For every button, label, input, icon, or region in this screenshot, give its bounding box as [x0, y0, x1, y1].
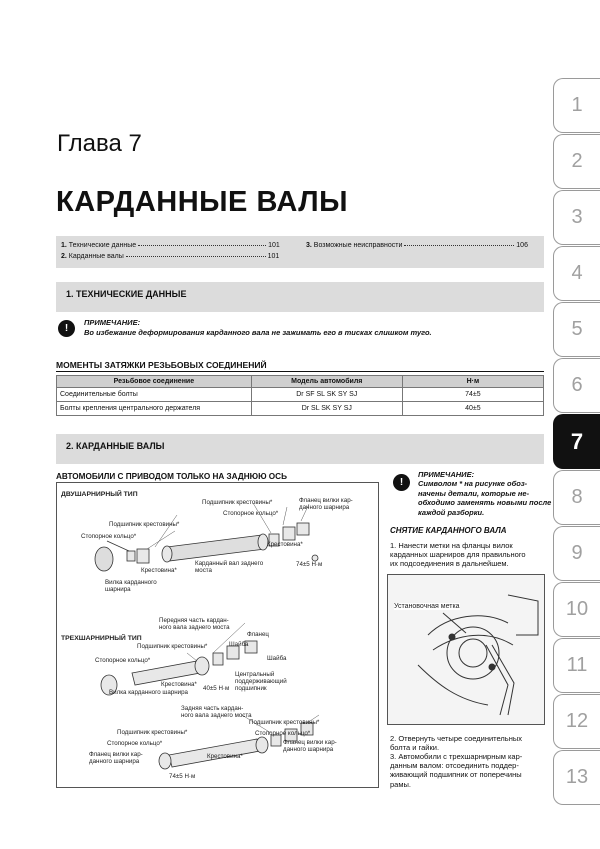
diagram-label: Крестовина* — [141, 567, 177, 574]
chapter-tab-3[interactable]: 3 — [553, 190, 600, 245]
chapter-tab-11[interactable]: 11 — [553, 638, 600, 693]
toc-text: Карданные валы — [68, 253, 124, 260]
note-icon: ! — [58, 320, 75, 337]
toc-item[interactable] — [61, 242, 280, 249]
section-title: 1. ТЕХНИЧЕСКИЕ ДАННЫЕ — [66, 289, 187, 299]
column-header: Модель автомобиля — [251, 376, 402, 388]
toc-leader — [138, 245, 266, 246]
table-cell: 40±5 — [402, 402, 543, 416]
chapter-number: Глава 7 — [57, 130, 142, 157]
diagram-label: Шайба — [229, 641, 249, 648]
section-header — [56, 434, 544, 464]
section-header — [56, 282, 544, 312]
chapter-contents — [56, 236, 544, 268]
note-text: Во избежание деформирования карданного вала не зажимать его в тисках слишком туго. — [84, 328, 432, 337]
toc-page: 101 — [268, 242, 280, 249]
diagram-label: Стопорное кольцо* — [223, 510, 279, 517]
column-header: Резьбовое соединение — [57, 376, 252, 388]
toc-number: 1. — [61, 242, 67, 249]
toc-leader — [126, 256, 266, 257]
toc-number: 3. — [306, 242, 312, 249]
torque-title: МОМЕНТЫ ЗАТЯЖКИ РЕЗЬБОВЫХ СОЕДИНЕНИЙ — [56, 360, 267, 370]
diagram-label: Вилка карданного шарнира — [109, 689, 188, 696]
table-row — [57, 402, 544, 416]
diagram-label: Фланец вилки кар- данного шарнира — [299, 497, 353, 511]
note-icon: ! — [393, 474, 410, 491]
chapter-tab-13[interactable]: 13 — [553, 750, 600, 805]
table-row — [57, 388, 544, 402]
diagram-label: Стопорное кольцо* — [255, 730, 311, 737]
diagram-label: Задняя часть кардан- ного вала заднего моста — [181, 705, 252, 719]
diagram-label: Фланец — [247, 631, 269, 638]
diagram-label: Подшипник крестовины* — [109, 521, 180, 528]
toc-text: Технические данные — [68, 242, 137, 249]
toc-page: 101 — [267, 253, 280, 260]
diagram-label: Фланец вилки кар- данного шарнира — [89, 751, 143, 765]
chapter-tab-2[interactable]: 2 — [553, 134, 600, 189]
rear-drive-title: АВТОМОБИЛИ С ПРИВОДОМ ТОЛЬКО НА ЗАДНЮЮ ОСЬ — [56, 472, 287, 481]
diagram-label: Крестовина* — [267, 541, 303, 548]
diagram-label: Центральный поддерживающий подшипник — [235, 671, 287, 692]
removal-step: 2. Отвернуть четыре соединительных болта и гайки. — [390, 734, 522, 753]
note-text: Символом * на рисунке обоз- начены детали, которые не- обходимо заменять новыми после каждой разборки. — [418, 479, 552, 517]
chapter-tab-7[interactable]: 7 — [553, 414, 600, 469]
three-joint-type: ТРЕХШАРНИРНЫЙ ТИП — [61, 635, 142, 642]
flange-mark-photo — [387, 574, 545, 725]
chapter-tab-1[interactable]: 1 — [553, 78, 600, 133]
toc-page: 106 — [516, 242, 528, 249]
diagram-label: Карданный вал заднего моста — [195, 560, 264, 574]
table-cell: Соединительные болты — [57, 388, 252, 402]
diagram-label: Подшипник крестовины* — [137, 643, 208, 650]
chapter-title: КАРДАННЫЕ ВАЛЫ — [56, 186, 348, 218]
diagram-label: Шайба — [267, 655, 287, 662]
chapter-tab-5[interactable]: 5 — [553, 302, 600, 357]
diagram-label: Стопорное кольцо* — [107, 740, 163, 747]
diagram-label: Подшипник крестовины* — [117, 729, 188, 736]
diagram-label: 40±5 Н·м — [203, 685, 230, 692]
chapter-tab-12[interactable]: 12 — [553, 694, 600, 749]
note-heading: ПРИМЕЧАНИЕ: — [84, 318, 141, 327]
diagram-label: Крестовина* — [161, 681, 197, 688]
toc-item[interactable] — [61, 253, 279, 260]
photo-label: Установочная метка — [394, 603, 460, 610]
two-joint-type: ДВУШАРНИРНЫЙ ТИП — [61, 491, 138, 498]
driveshaft-diagram — [56, 482, 379, 788]
diagram-label: Стопорное кольцо* — [95, 657, 151, 664]
diagram-label: Стопорное кольцо* — [81, 533, 137, 540]
removal-step: 3. Автомобили с трехшарнирным кар- данным валом: отсоединить поддер- живающий подшипник от поперечины рамы. — [390, 752, 523, 789]
diagram-label: 74±5 Н·м — [169, 773, 196, 780]
table-header-row — [57, 376, 544, 388]
chapter-tab-6[interactable]: 6 — [553, 358, 600, 413]
chapter-tab-4[interactable]: 4 — [553, 246, 600, 301]
note-heading: ПРИМЕЧАНИЕ: — [418, 470, 475, 479]
toc-leader — [404, 245, 514, 246]
table-cell: Dr SL SK SY SJ — [251, 402, 402, 416]
chapter-tabs — [553, 78, 600, 806]
table-cell: 74±5 — [402, 388, 543, 402]
column-header: Н·м — [402, 376, 543, 388]
diagram-label: Вилка карданного шарнира — [105, 579, 157, 593]
removal-step: 1. Нанести метки на фланцы вилок карданных шарниров для правильного их подсоединения в дальнейшем. — [390, 541, 526, 569]
table-cell: Dr SF SL SK SY SJ — [251, 388, 402, 402]
diagram-label: Крестовина* — [207, 753, 243, 760]
divider — [56, 371, 544, 372]
table-cell: Болты крепления центрального держателя — [57, 402, 252, 416]
flange-mark-drawing — [388, 575, 544, 724]
chapter-tab-10[interactable]: 10 — [553, 582, 600, 637]
diagram-label: Подшипник крестовины* — [249, 719, 320, 726]
section-title: 2. КАРДАННЫЕ ВАЛЫ — [66, 441, 165, 451]
diagram-label: Подшипник крестовины* — [202, 499, 273, 506]
torque-table — [56, 375, 544, 416]
diagram-label: Передняя часть кардан- ного вала заднего моста — [159, 617, 230, 631]
toc-text: Возможные неисправности — [313, 242, 403, 249]
chapter-tab-9[interactable]: 9 — [553, 526, 600, 581]
removal-title: СНЯТИЕ КАРДАННОГО ВАЛА — [390, 526, 507, 535]
diagram-label: 74±5 Н·м — [296, 561, 323, 568]
toc-number: 2. — [61, 253, 67, 260]
diagram-label: Фланец вилки кар- данного шарнира — [283, 739, 337, 753]
toc-item[interactable] — [306, 242, 528, 249]
chapter-tab-8[interactable]: 8 — [553, 470, 600, 525]
